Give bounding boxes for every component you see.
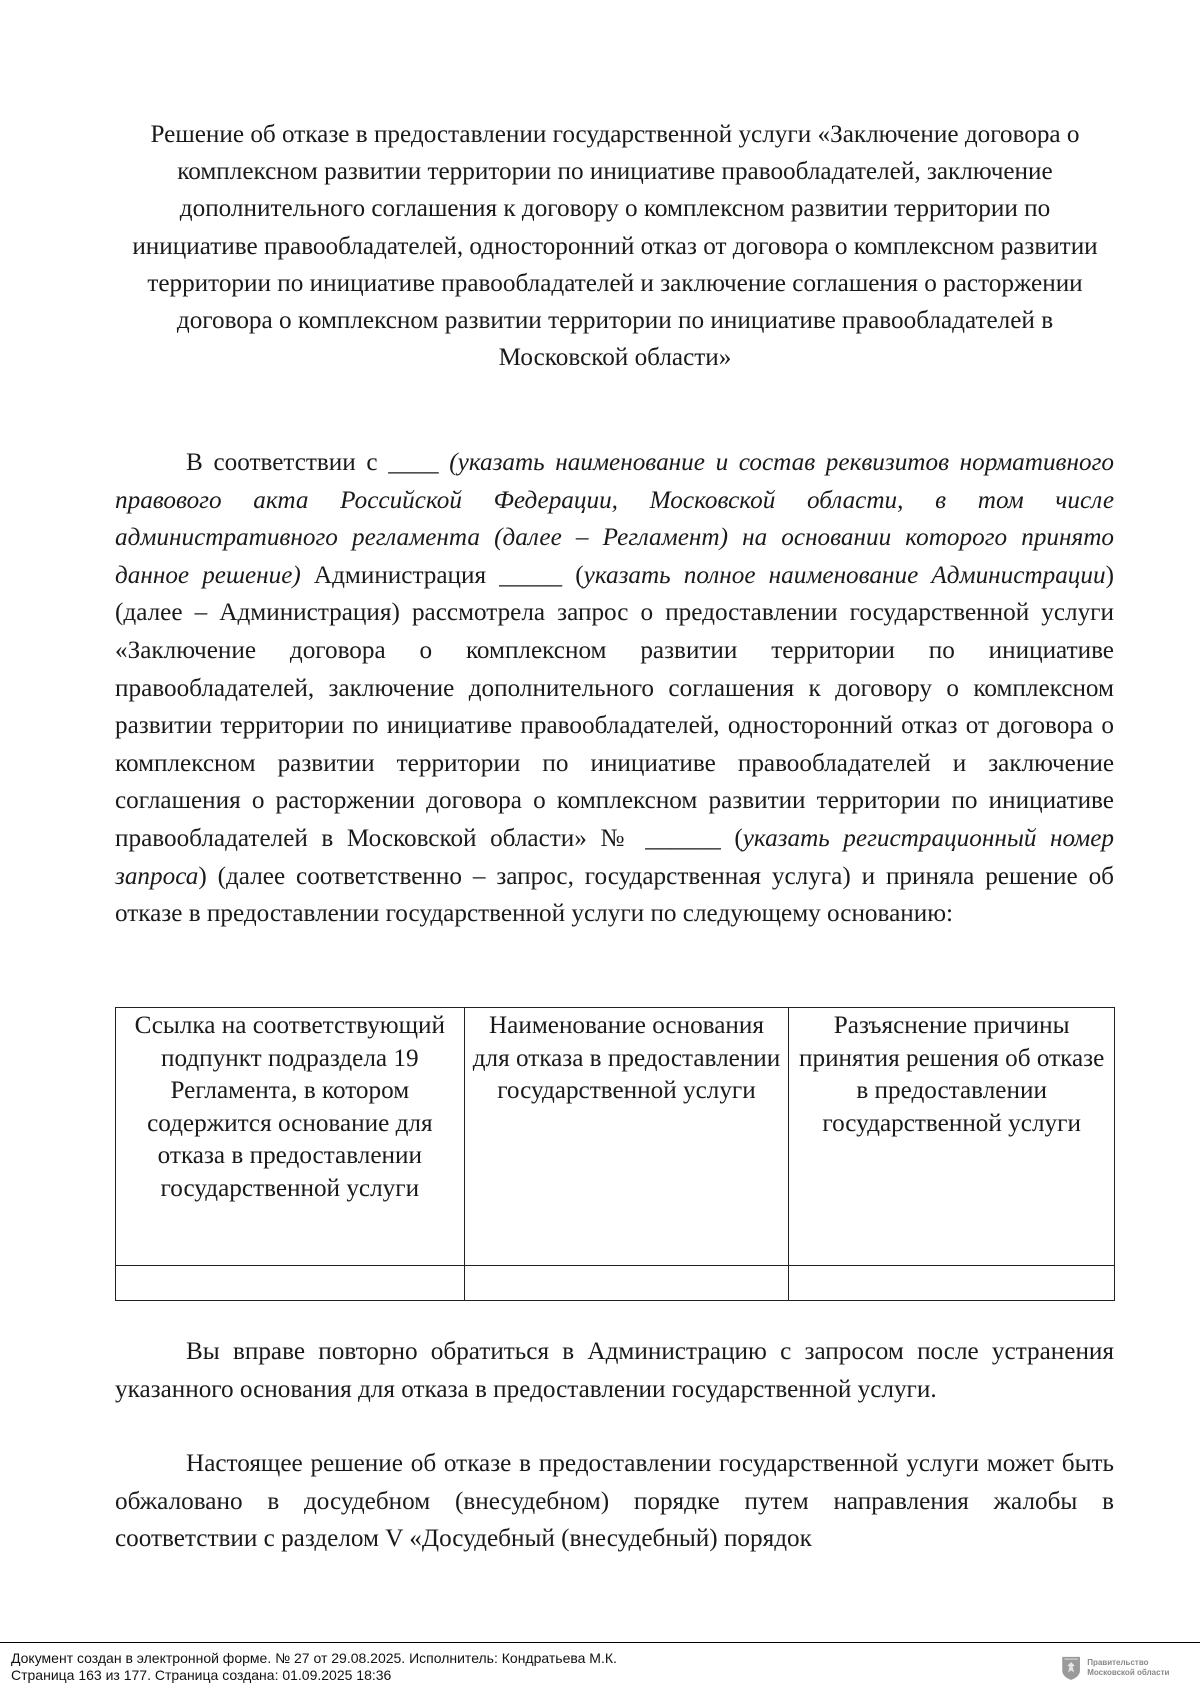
- refusal-reasons-table: [115, 1007, 1115, 1301]
- decision-text-1: В соответствии с ____: [186, 449, 450, 476]
- table-cell: [789, 1266, 1115, 1301]
- legal-act-hint: (указать наименование и состав реквизитов нормативного правового акта Российской Федерации, Московской области, в том числе административного регламента (далее – Регламент) на основании которого принято данное решение): [115, 449, 1114, 589]
- footer-line-1: Документ создан в электронной форме. № 27 от 29.08.2025. Исполнитель: Кондратьева М.К.: [11, 1650, 617, 1666]
- footer-divider: [0, 1642, 1200, 1643]
- table-cell: [464, 1266, 789, 1301]
- request-number-hint: указать регистрационный номер запроса: [115, 824, 1114, 890]
- table-header-cell: Ссылка на соответствующий подпункт подраздела 19 Регламента, в котором содержится основание для отказа в предоставлении государственной услуги: [116, 1008, 465, 1266]
- table-header-cell: Наименование основания для отказа в предоставлении государственной услуги: [464, 1008, 789, 1266]
- reapply-paragraph: Вы вправе повторно обратиться в Администрацию с запросом после устранения указанного основания для отказа в предоставлении государственной услуги.: [115, 1338, 1114, 1403]
- moscow-region-emblem-icon: [1060, 1651, 1082, 1685]
- appeal-paragraph: Настоящее решение об отказе в предоставлении государственной услуги может быть обжаловано в досудебном (внесудебном) порядке путем направления жалобы в соответствии с разделом V «Досудебный (внесудебный) порядок: [115, 1450, 1114, 1553]
- table-cell: [116, 1266, 465, 1301]
- footer-logo: [1060, 1646, 1195, 1690]
- administration-name-hint: указать полное наименование Администрации: [583, 561, 1106, 589]
- decision-paragraph: [115, 444, 1114, 933]
- page-title: Решение об отказе в предоставлении государственной услуги «Заключение договора о комплексном развитии территории по инициативе правообладателей, заключение дополнительного соглашения к договору о комплексном развитии территории по инициативе правообладателей, односторонний отказ от договора о комплексном развитии территории по инициативе правообладателей и заключение соглашения о расторжении договора о комплексном развитии территории по инициативе правообладателей в Московской области»: [132, 121, 1098, 372]
- decision-text-3: ) (далее – Администрация) рассмотрела запрос о предоставлении государственной услуги «Заключение договора о комплексном развитии территории по инициативе правообладателей, заключение дополнительного соглашения к договору о комплексном развитии территории по инициативе правообладателей, односторонний отказ от договора о комплексном развитии территории по инициативе правообладателей и заключение соглашения о расторжении договора о комплексном развитии территории по инициативе правообладателей в Московской области» № ______ (: [115, 561, 1114, 852]
- decision-text-4: ) (далее соответственно – запрос, государственная услуга) и приняла решение об отказе в предоставлении государственной услуги по следующему основанию:: [115, 862, 1114, 928]
- footer-line-2: Страница 163 из 177. Страница создана: 01.09.2025 18:36: [11, 1667, 392, 1683]
- table-header-row: [116, 1008, 1115, 1266]
- table-header-cell: Разъяснение причины принятия решения об отказе в предоставлении государственной услуги: [789, 1008, 1115, 1266]
- decision-text-2: Администрация _____ (: [300, 561, 584, 589]
- logo-caption: Правительство Московской области: [1087, 1658, 1170, 1677]
- table-row: [116, 1266, 1115, 1301]
- footer-info: [11, 1650, 617, 1684]
